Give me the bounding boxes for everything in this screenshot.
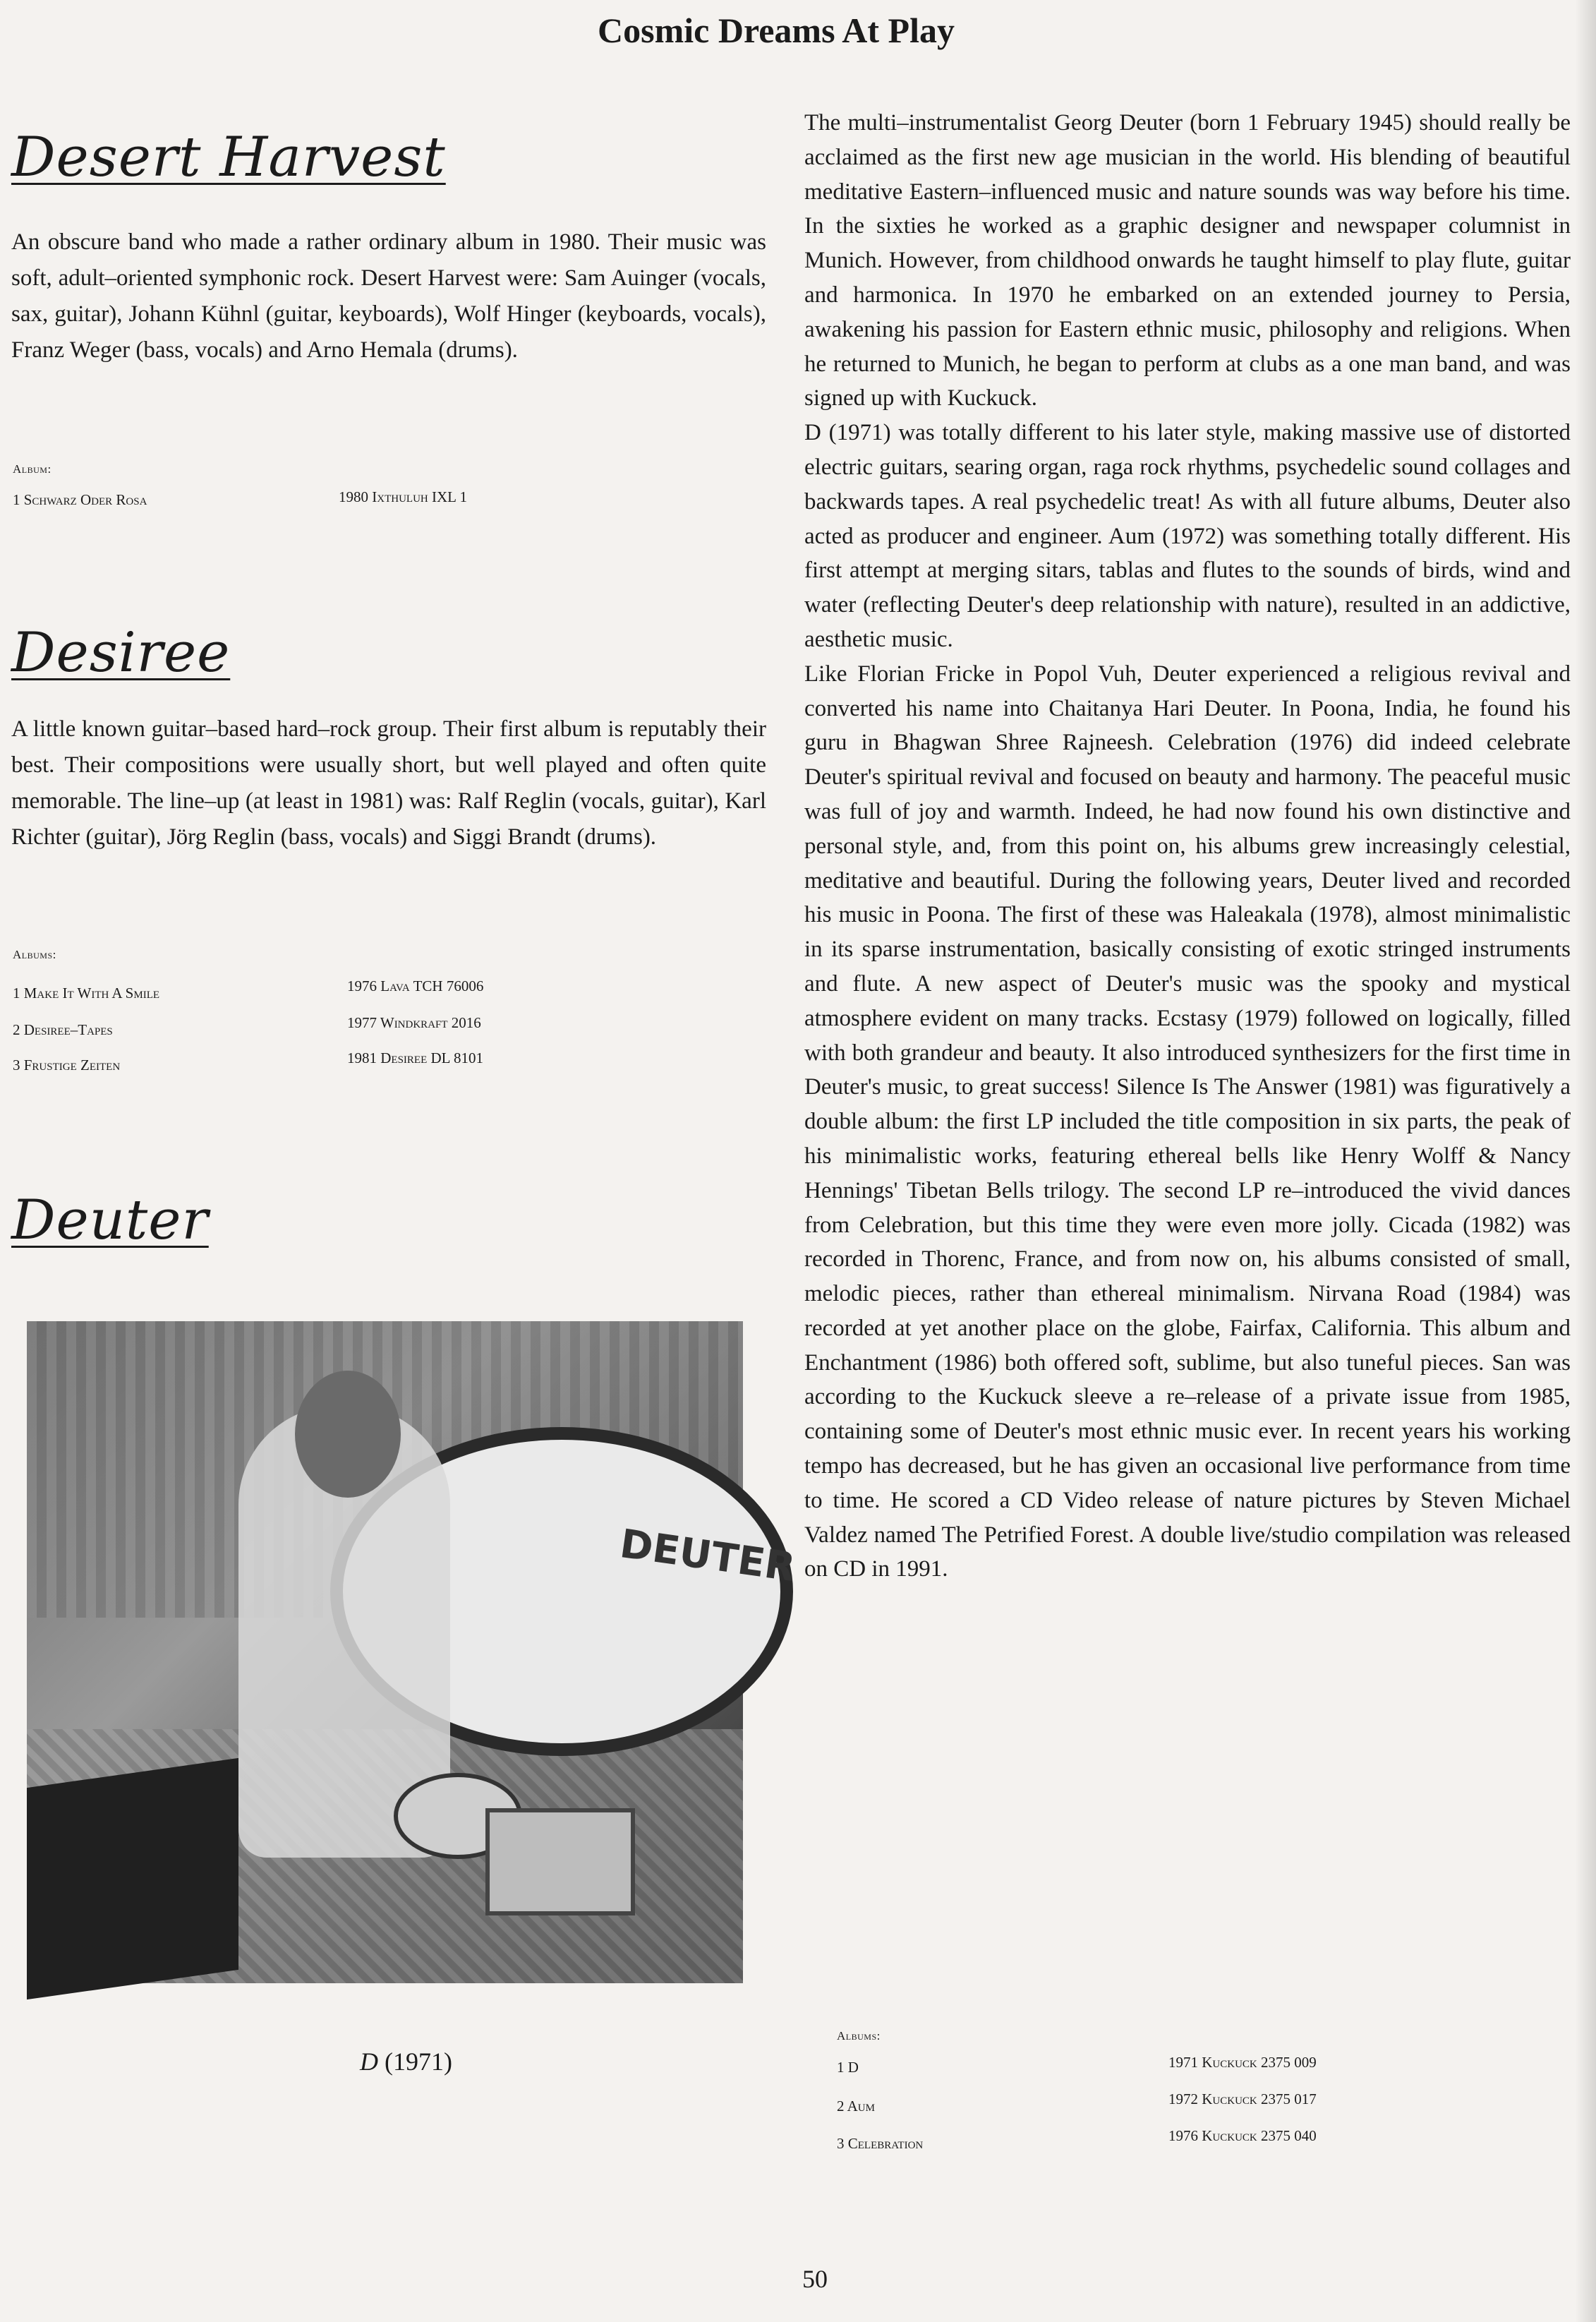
album-title: 1 D [837,2059,859,2076]
desiree-description: A little known guitar–based hard–rock group. Their first album is reputably their best. Their compositions were usually short, but well played and often quite memorable. The line–up (at least in 1981) was: Ralf Reglin (vocals, guitar), Karl Richter (guitar), Jörg Reglin (bass, vocals) and Siggi Brandt (drums). [11,716,766,850]
caption-album-title: D [360,2047,378,2076]
deuter-albums-heading: Albums: [837,2029,881,2043]
caption-year: (1971) [385,2047,452,2076]
page-edge-shadow [1575,0,1596,2322]
album-release: 1976 Lava TCH 76006 [347,977,484,994]
desert-harvest-albums-heading: Album: [13,462,52,476]
photo-record-label: DEUTER [617,1520,799,1592]
album-title: 2 Aum [837,2098,875,2115]
band-heading-deuter: Deuter [11,1189,209,1252]
album-title: 1 Make It With A Smile [13,985,160,1001]
album-release: 1981 Desiree DL 8101 [347,1049,483,1066]
band-heading-desert-harvest: Desert Harvest [11,126,446,189]
album-title: 3 Frustige Zeiten [13,1057,121,1073]
photo-musician-head [295,1371,401,1498]
desiree-albums-heading: Albums: [13,948,56,961]
album-title: 1 Schwarz Oder Rosa [13,491,147,508]
deuter-paragraph: The multi–instrumentalist Georg Deuter (born 1 February 1945) should really be acclaimed as the first new age musician in the world. His blending of beautiful meditative Eastern–influenced music and nature sounds was way before his time. In the sixties he worked as a graphic designer and newspaper columnist in Munich. However, from childhood onwards he taught himself to play flute, guitar and harmonica. In 1970 he embarked on an extended journey to Persia, awakening his passion for Eastern ethnic music, philosophy and religions. When he returned to Munich, he began to perform at clubs as a one man band, and was signed up with Kuckuck. [804,110,1571,411]
deuter-album-photo [27,1321,799,1983]
album-release: 1980 Ixthuluh IXL 1 [339,488,467,505]
album-title: 3 Celebration [837,2135,924,2152]
album-release: 1971 Kuckuck 2375 009 [1168,2054,1317,2071]
page-number: 50 [802,2265,828,2293]
desert-harvest-description: An obscure band who made a rather ordinary album in 1980. Their music was soft, adult–oriented symphonic rock. Desert Harvest were: Sam Auinger (vocals, sax, guitar), Johann Kühnl (guitar, keyboards), Wolf Hinger (keyboards, vocals), Franz Weger (bass, vocals) and Arno Hemala (drums). [11,229,766,363]
page-title: Cosmic Dreams At Play [598,11,955,50]
album-title: 2 Desiree–Tapes [13,1021,113,1038]
deuter-paragraph: Like Florian Fricke in Popol Vuh, Deuter experienced a religious revival and converted his name into Chaitanya Hari Deuter. In Poona, India, he found his guru in Bhagwan Shree Rajneesh. Celebration (1976) did indeed celebrate Deuter's spiritual revival and focused on beauty and harmony. The peaceful music was full of joy and warmth. Indeed, he had now found his own distinctive and personal style, and, from this point on, his albums grew increasingly celestial, meditative and beautiful. During the following years, Deuter lived and recorded his music in Poona. The first of these was Haleakala (1978), almost minimalistic in its sparse instrumentation, basically consisting of exotic stringed instruments and flute. A new aspect of Deuter's music was the spooky and mystical atmosphere evident on many tracks. Ecstasy (1979) followed on logically, filled with both grandeur and beauty. It also introduced synthesizers for the first time in Deuter's music, to great success! Silence Is The Answer (1981) was figuratively a double album: the first LP included the title composition in six parts, the peak of his minimalistic works, featuring ethereal bells like Henry Wolff & Nancy Hennings' Tibetan Bells trilogy. The second LP re–introduced the vivid dances from Celebration, but this time they were even more jolly. Cicada (1982) was recorded in Thorenc, France, and from now on, his albums consisted of small, melodic pieces, rather than ethereal minimalism. Nirvana Road (1984) was recorded at yet another place on the globe, Fairfax, California. This album and Enchantment (1986) both offered soft, sublime, but also tuneful pieces. San was according to the Kuckuck sleeve a re–release of a private issue from 1985, containing some of Deuter's most ethnic music ever. In recent years his working tempo has decreased, but he has given an occasional live performance from time to time. He scored a CD Video release of nature pictures by Steven Michael Valdez named The Petrified Forest. A double live/studio compilation was released on CD in 1991. [804,661,1571,1582]
deuter-biography [804,106,1571,1587]
band-heading-desiree: Desiree [11,621,231,685]
photo-instrument-case [27,1758,238,1999]
deuter-paragraph: D (1971) was totally different to his later style, making massive use of distorted electric guitars, searing organ, raga rock rhythms, psychedelic sound collages and backwards tapes. A real psychedelic treat! As with all future albums, Deuter also acted as producer and engineer. Aum (1972) was something totally different. His first attempt at merging sitars, tablas and flutes to the sounds of birds, wind and water (reflecting Deuter's deep relationship with nature), resulted in an addictive, aesthetic music. [804,420,1571,652]
album-release: 1977 Windkraft 2016 [347,1014,481,1031]
photo-caption [360,2047,452,2076]
album-release: 1976 Kuckuck 2375 040 [1168,2127,1317,2144]
album-release: 1972 Kuckuck 2375 017 [1168,2091,1317,2107]
photo-stool [485,1808,635,1915]
